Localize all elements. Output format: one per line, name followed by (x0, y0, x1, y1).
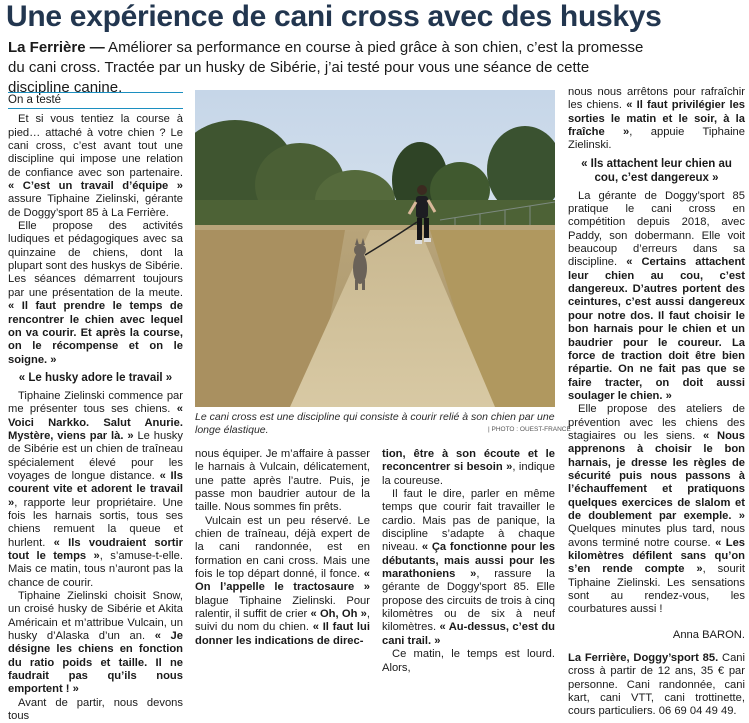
dateline: La Ferrière — (8, 39, 105, 56)
paragraph: Tiphaine Zielinski commence par me présenter tous ses chiens. « Voici Narkko. Salut Anurie. Mystère, viens par là. » Le husky de Sibérie est un chien de traîneau spécialement élevé pour les voyages de longue distance. « Ils courent vite et adorent le travail », rapporte leur propriétaire. Une fois les harnais sortis, tous ses chiens remuent la queue et hurlent. « Ils voudraient sortir tout le temps », s’amuse-t-elle. Mais ce matin, tous n’auront pas la chance de courir. (8, 389, 183, 589)
paragraph: Il faut le dire, parler en même temps que courir fait travailler le cardio. Mais pas de panique, la discipline s’adapte à chaque niveau. « Ça fonctionne pour les débutants, mais aussi pour les marathoniens », rassure la gérante de Doggy’sport 85. Elle propose des circuits de trois à cinq kilomètres ou de six à neuf kilomètres. « Au-dessus, c’est du cani trail. » (382, 488, 555, 647)
paragraph: Avant de partir, nous devons tous (8, 696, 183, 723)
column-3 (382, 448, 555, 675)
author-signature: Anna BARON. (672, 628, 745, 641)
practical-info: La Ferrière, Doggy’sport 85. Cani cross à partir de 12 ans, 35 € par personne. Cani randonnée, cani kart, cani VTT, cani trottinette, cours particuliers. 06 69 04 49 49. (568, 652, 745, 718)
paragraph: nous nous arrêtons pour rafraîchir les chiens. « Il faut privilégier les sorties le matin et le soir, à la fraîche », appuie Tiphaine Zielinski. (568, 86, 746, 152)
paragraph: nous équiper. Je m’affaire à passer le harnais à Vulcain, délicatement, une patte après l’autre. Puis, je passe mon baudrier autour de la taille. Nous sommes fin prêts. (195, 448, 370, 514)
subheading: « Ils attachent leur chien au cou, c’est dangereux » (581, 157, 732, 184)
photo-caption: Le cani cross est une discipline qui consiste à courir relié à son chien par une longe élastique. (195, 411, 555, 436)
paragraph: tion, être à son écoute et le reconcentrer si besoin », indique la coureuse. (382, 448, 555, 487)
paragraph: La gérante de Doggy’sport 85 pratique le cani cross en compétition depuis 2018, avec Paddy, son dobermann. Elle voit beaucoup d’erreurs dans sa discipline. « Certains attachent leur chien au cou, c’est dangereux. D’autres portent des ceintures, c’est aussi dangereux pour notre dos. Il faut choisir le bon harnais pour le chien et un baudrier pour le coureur. La force de traction doit être bien répartie. On ne fait pas que se faire tracter, on doit aussi soulager le chien. » (568, 189, 746, 402)
photo-credit: | PHOTO : OUEST-FRANCE (488, 426, 571, 433)
column-4 (568, 86, 745, 719)
husky-run-photo (195, 90, 555, 407)
chapo (8, 38, 648, 98)
paragraph: Ce matin, le temps est lourd. Alors, (382, 648, 555, 674)
paragraph: Vulcain est un peu réservé. Le chien de traîneau, déjà expert de la cani randonnée, est en formation en cani cross. Mais une fois le top départ donné, il fonce. « On l’appelle le tractosaure » blague Tiphaine Zielinski. Pour ralentir, il suffit de crier « Oh, Oh », suivi du nom du chien. « Il faut lui donner les indications de direc- (195, 514, 370, 647)
article-photo (195, 90, 555, 407)
paragraph: Elle propose des ateliers de prévention avec les chiens des stagiaires ou les siens. « Nous apprenons à choisir le bon harnais, je dresse les règles de sécurité puis nous passons à l’échauffement et pratiquons quelques exercices de slalom et de doublement par exemple. » Quelques minutes plus tard, nous avons terminé notre course. « Les kilomètres défilent sans qu’on s’en rende compte », sourit Tiphaine Zielinski. Les sensations sont au rendez-vous, les courbatures aussi ! (568, 403, 746, 616)
column-1 (8, 92, 183, 723)
paragraph: Elle propose des activités ludiques et pédagogiques avec sa quinzaine de chiens, dont la plupart sont des huskys de Sibérie. Les séances démarrent toujours par une présentation de la meute. « Il faut prendre le temps de rencontrer le chien avec lequel on va courir. Et après la course, on le récompense et on le soigne. » (8, 220, 183, 366)
paragraph: Tiphaine Zielinski choisit Snow, un croisé husky de Sibérie et Akita Américain et m’attribue Vulcain, un husky d’Alaska d’un an. « Je désigne les chiens en fonction du ratio poids et taille. Il ne faudrait pas qu’ils nous emportent ! » (8, 590, 183, 696)
chapo-text: Améliorer sa performance en course à pied grâce à son chien, c’est la promesse du cani cross. Tractée par un husky de Sibérie, j’ai testé pour vous une séance de cette discipline canine. (8, 39, 644, 96)
headline: Une expérience de cani cross avec des huskys (6, 0, 662, 33)
column-2 (195, 448, 370, 648)
section-tag: On a testé (8, 92, 183, 109)
subheading: « Le husky adore le travail » (18, 371, 173, 384)
paragraph: Et si vous tentiez la course à pied… attaché à votre chien ? Le cani cross, c’est avant tout une discipline qui impose une relation de confiance avec son partenaire. « C’est un travail d’équipe » assure Tiphaine Zielinski, gérante de Doggy’sport 85 à La Ferrière. (8, 113, 183, 219)
